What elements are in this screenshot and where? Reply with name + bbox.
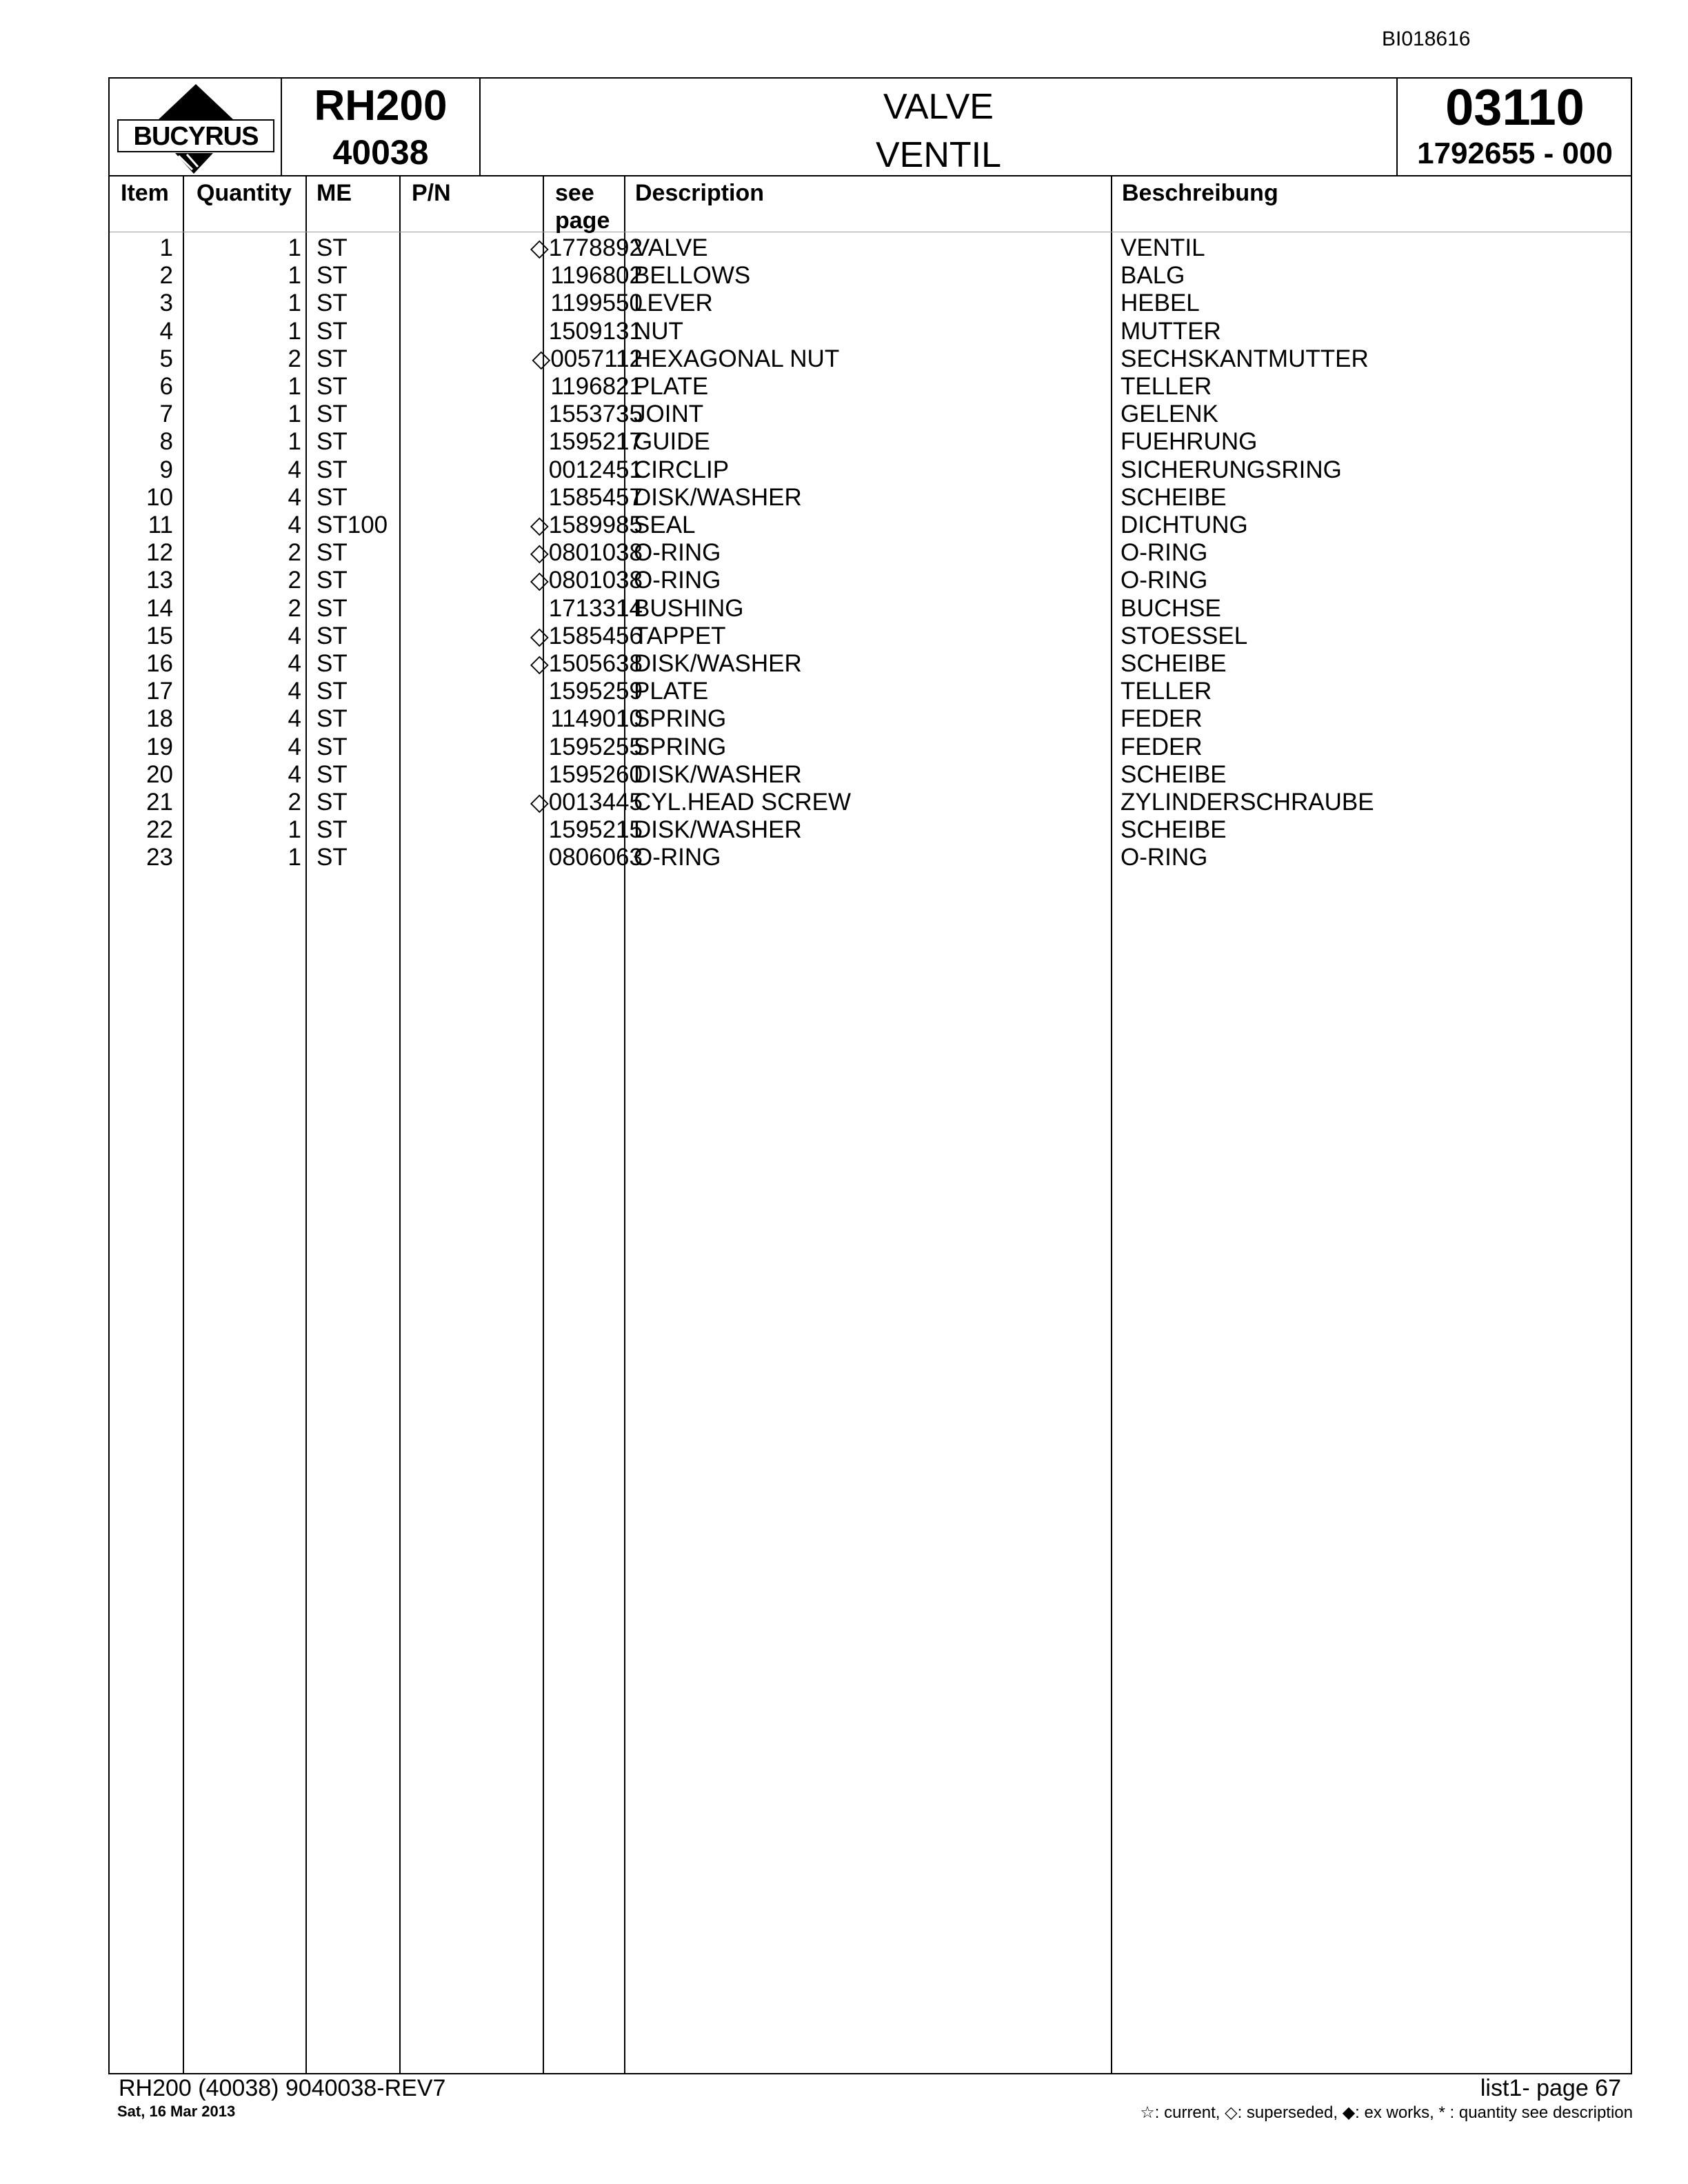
part-number-value: 0801038: [548, 539, 643, 567]
col-pn: P/N: [412, 180, 451, 206]
part-number-value: 1196821: [550, 373, 643, 400]
col-beschreibung: Beschreibung: [1122, 180, 1278, 206]
footer-date: Sat, 16 Mar 2013: [117, 2103, 236, 2120]
beschreibung: SCHEIBE: [1121, 650, 1227, 677]
part-number-value: 1595215: [548, 816, 643, 844]
part-number-value: 1595259: [548, 678, 643, 705]
item-number: 5: [159, 345, 173, 372]
status-mark: ◇: [530, 539, 549, 567]
quantity: 4: [288, 456, 301, 483]
part-number: [413, 539, 643, 567]
part-number: [413, 789, 643, 816]
description: SPRING: [634, 705, 727, 733]
quantity: 1: [288, 234, 301, 261]
beschreibung: FEDER: [1121, 733, 1203, 760]
measure-unit: ST: [316, 345, 348, 372]
item-number: 20: [146, 760, 173, 788]
part-number: [413, 734, 643, 761]
footer-page: list1- page 67: [1480, 2075, 1621, 2101]
part-number: [413, 650, 643, 678]
table-row: [110, 484, 1631, 512]
col-description: Description: [635, 180, 765, 206]
quantity: 1: [288, 401, 301, 428]
table-row: [110, 678, 1631, 705]
item-number: 15: [146, 622, 173, 649]
description: JOINT: [634, 401, 704, 428]
beschreibung: BALG: [1121, 262, 1185, 290]
part-number-value: 1199550: [550, 290, 643, 317]
description: GUIDE: [634, 428, 710, 456]
table-row: [110, 816, 1631, 844]
part-number: [413, 705, 643, 733]
status-mark: ◇: [530, 234, 549, 261]
part-number: [413, 234, 643, 262]
part-number-value: 1196802: [550, 262, 643, 290]
table-row: [110, 318, 1631, 345]
parts-list-frame: [108, 77, 1632, 2074]
item-number: 4: [159, 317, 173, 345]
item-number: 19: [146, 733, 173, 760]
quantity: 1: [288, 844, 301, 871]
drawing-number: 1792655 - 000: [1417, 136, 1613, 170]
table-row: [110, 456, 1631, 484]
part-number-value: 0057112: [550, 345, 643, 372]
description: BELLOWS: [634, 262, 751, 290]
beschreibung: SCHEIBE: [1121, 816, 1227, 844]
status-mark: ◇: [530, 567, 549, 594]
table-row: [110, 290, 1631, 317]
measure-unit: ST: [316, 428, 348, 456]
quantity: 2: [288, 567, 301, 594]
item-number: 11: [148, 512, 173, 538]
col-item: Item: [121, 180, 169, 206]
part-number: [413, 262, 643, 290]
beschreibung: SICHERUNGSRING: [1121, 456, 1342, 483]
quantity: 4: [288, 622, 301, 649]
title-german: VENTIL: [875, 135, 1002, 175]
item-number: 2: [159, 262, 173, 290]
status-mark: ◇: [530, 789, 549, 816]
description: PLATE: [634, 678, 709, 705]
measure-unit: ST: [316, 789, 348, 816]
part-number-value: 1585456: [548, 622, 643, 649]
part-number-value: 1778892: [548, 234, 643, 261]
quantity: 4: [288, 512, 301, 538]
table-row: [110, 539, 1631, 567]
quantity: 4: [288, 678, 301, 705]
measure-unit: ST: [316, 539, 348, 567]
part-number: [413, 761, 643, 789]
table-row: [110, 734, 1631, 761]
measure-unit: ST: [316, 622, 348, 649]
quantity: 4: [288, 733, 301, 760]
description: PLATE: [634, 373, 709, 400]
description: HEXAGONAL NUT: [634, 345, 840, 372]
beschreibung: O-RING: [1121, 567, 1208, 594]
beschreibung: VENTIL: [1121, 234, 1205, 261]
description: LEVER: [634, 290, 713, 317]
measure-unit: ST: [316, 290, 348, 317]
table-row: [110, 234, 1631, 262]
part-number: [413, 373, 643, 401]
item-number: 18: [146, 705, 173, 733]
measure-unit: ST: [316, 373, 348, 400]
logo-cell: [110, 79, 282, 175]
title-english: VALVE: [883, 87, 994, 127]
beschreibung: FUEHRUNG: [1121, 428, 1258, 456]
bucyrus-logo: [110, 79, 282, 175]
part-number-value: 0012451: [548, 456, 643, 483]
part-number: [413, 345, 643, 373]
quantity: 2: [288, 345, 301, 372]
part-number-value: 1585457: [548, 483, 643, 511]
quantity: 2: [288, 594, 301, 622]
status-mark: ◇: [530, 650, 549, 677]
part-number-value: 1149010: [550, 705, 643, 733]
item-number: 16: [146, 650, 173, 677]
part-number: [413, 844, 643, 871]
measure-unit: ST: [316, 733, 348, 760]
quantity: 1: [288, 290, 301, 317]
table-row: [110, 595, 1631, 623]
status-mark: ◇: [530, 622, 549, 649]
measure-unit: ST: [316, 401, 348, 428]
description: NUT: [634, 317, 683, 345]
quantity: 2: [288, 539, 301, 567]
item-number: 1: [159, 234, 173, 261]
item-number: 22: [146, 816, 173, 844]
beschreibung: O-RING: [1121, 539, 1208, 567]
beschreibung: SCHEIBE: [1121, 760, 1227, 788]
part-number: [413, 623, 643, 650]
item-number: 9: [159, 456, 173, 483]
group-number: 03110: [1445, 79, 1585, 136]
part-number: [413, 456, 643, 484]
quantity: 1: [288, 373, 301, 400]
part-number: [413, 401, 643, 428]
col-quantity: Quantity: [197, 180, 292, 206]
measure-unit: ST: [316, 760, 348, 788]
part-number: [413, 595, 643, 623]
description: DISK/WASHER: [634, 816, 802, 844]
col-see-page-line1: see: [555, 180, 594, 206]
measure-unit: ST: [316, 816, 348, 844]
description: O-RING: [634, 539, 721, 567]
part-number: [413, 428, 643, 456]
quantity: 1: [288, 317, 301, 345]
footer-document-ref: RH200 (40038) 9040038-REV7: [119, 2075, 446, 2101]
description: SPRING: [634, 733, 727, 760]
item-number: 14: [146, 594, 173, 622]
beschreibung: BUCHSE: [1121, 594, 1221, 622]
measure-unit: ST: [316, 483, 348, 511]
part-number: [413, 678, 643, 705]
table-row: [110, 623, 1631, 650]
beschreibung: TELLER: [1121, 678, 1212, 705]
part-number-value: 1553735: [548, 401, 643, 428]
item-number: 8: [159, 428, 173, 456]
measure-unit: ST: [316, 567, 348, 594]
table-row: [110, 262, 1631, 290]
quantity: 2: [288, 789, 301, 816]
part-number: [413, 512, 643, 539]
description: CIRCLIP: [634, 456, 730, 483]
quantity: 1: [288, 816, 301, 844]
part-number: [413, 318, 643, 345]
beschreibung: O-RING: [1121, 844, 1208, 871]
measure-unit: ST: [316, 844, 348, 871]
measure-unit: ST: [316, 262, 348, 290]
table-row: [110, 345, 1631, 373]
model-cell: [282, 79, 481, 175]
serial-number: 40038: [332, 133, 429, 172]
quantity: 4: [288, 705, 301, 733]
beschreibung: DICHTUNG: [1121, 512, 1248, 538]
beschreibung: TELLER: [1121, 373, 1212, 400]
beschreibung: MUTTER: [1121, 317, 1221, 345]
description: O-RING: [634, 844, 721, 871]
measure-unit: ST100: [316, 512, 388, 538]
part-number-value: 1595217: [548, 428, 643, 456]
table-row: [110, 650, 1631, 678]
part-number-value: 1713314: [548, 594, 643, 622]
description: DISK/WASHER: [634, 650, 802, 677]
model-name: RH200: [314, 82, 448, 130]
measure-unit: ST: [316, 317, 348, 345]
item-number: 17: [146, 678, 173, 705]
table-row: [110, 512, 1631, 539]
beschreibung: HEBEL: [1121, 290, 1200, 317]
quantity: 1: [288, 262, 301, 290]
item-number: 13: [146, 567, 173, 594]
description: SEAL: [634, 512, 696, 538]
description: BUSHING: [634, 594, 744, 622]
measure-unit: ST: [316, 456, 348, 483]
table-row: [110, 705, 1631, 733]
measure-unit: ST: [316, 594, 348, 622]
measure-unit: ST: [316, 234, 348, 261]
part-number: [413, 567, 643, 594]
item-number: 10: [146, 483, 173, 511]
part-number-value: 1509131: [548, 317, 643, 345]
description: CYL.HEAD SCREW: [634, 789, 852, 816]
quantity: 1: [288, 428, 301, 456]
document-id: BI018616: [1382, 28, 1471, 50]
beschreibung: FEDER: [1121, 705, 1203, 733]
table-row: [110, 567, 1631, 594]
table-row: [110, 761, 1631, 789]
part-number-value: 0801038: [548, 567, 643, 594]
column-header-row: [110, 175, 1631, 232]
description: VALVE: [634, 234, 708, 261]
item-number: 3: [159, 290, 173, 317]
item-number: 7: [159, 401, 173, 428]
beschreibung: SCHEIBE: [1121, 483, 1227, 511]
part-number: [413, 290, 643, 317]
quantity: 4: [288, 760, 301, 788]
measure-unit: ST: [316, 650, 348, 677]
part-number: [413, 816, 643, 844]
status-mark: ◇: [532, 345, 551, 372]
table-row: [110, 844, 1631, 871]
table-row: [110, 401, 1631, 428]
description: DISK/WASHER: [634, 483, 802, 511]
status-mark: ◇: [530, 512, 549, 538]
part-number-value: 0806063: [548, 844, 643, 871]
col-me: ME: [316, 180, 352, 206]
beschreibung: SECHSKANTMUTTER: [1121, 345, 1369, 372]
quantity: 4: [288, 650, 301, 677]
group-cell: [1398, 79, 1632, 175]
beschreibung: ZYLINDERSCHRAUBE: [1121, 789, 1374, 816]
part-number-value: 1505638: [548, 650, 643, 677]
item-number: 6: [159, 373, 173, 400]
part-number-value: 1589985: [548, 512, 643, 538]
beschreibung: GELENK: [1121, 401, 1218, 428]
part-number: [413, 484, 643, 512]
logo-text: BUCYRUS: [133, 122, 259, 151]
description: O-RING: [634, 567, 721, 594]
measure-unit: ST: [316, 705, 348, 733]
part-number-value: 1595255: [548, 733, 643, 760]
beschreibung: STOESSEL: [1121, 622, 1248, 649]
footer-legend: ☆: current, ◇: superseded, ◆: ex works, * : quantity see description: [1140, 2103, 1633, 2122]
description: TAPPET: [634, 622, 726, 649]
part-number-value: 0013445: [548, 789, 643, 816]
quantity: 4: [288, 483, 301, 511]
item-number: 21: [146, 789, 173, 816]
col-see-page: [555, 179, 610, 234]
description: DISK/WASHER: [634, 760, 802, 788]
measure-unit: ST: [316, 678, 348, 705]
title-block: [110, 79, 1631, 176]
table-row: [110, 428, 1631, 456]
title-cell: [481, 79, 1398, 175]
part-number-value: 1595260: [548, 760, 643, 788]
item-number: 12: [146, 539, 173, 567]
item-number: 23: [146, 844, 173, 871]
col-see-page-line2: page: [555, 208, 610, 234]
table-row: [110, 789, 1631, 816]
table-row: [110, 373, 1631, 401]
